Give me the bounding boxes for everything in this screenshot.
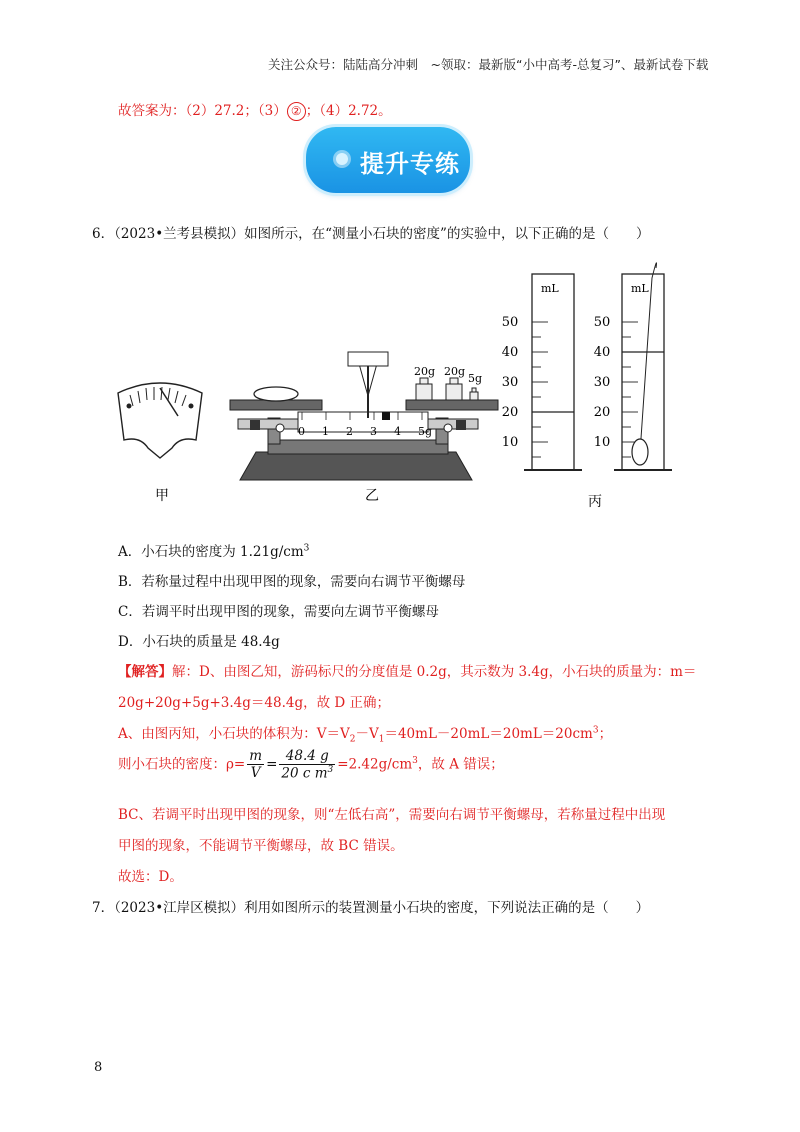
ruler-label-2: 2 — [346, 425, 353, 438]
fraction-values — [279, 748, 335, 782]
l3c: ＝40mL－20mL＝20mL＝20cm — [384, 726, 593, 742]
frac2-den: 20 c m — [281, 765, 328, 782]
caption-yi: 乙 — [365, 488, 379, 504]
frac1-den: V — [250, 765, 261, 782]
l3s2: 2 — [349, 734, 356, 745]
previous-answer-prefix: 故答案为：（2）27.2；（3） — [118, 103, 287, 119]
tick-40-left: 40 — [501, 345, 519, 360]
l4c: ，故 A 错误； — [417, 756, 504, 773]
option-b: B．若称量过程中出现甲图的现象，需要向右调节平衡螺母 — [118, 574, 466, 590]
page-header: 关注公众号：陆陆高分冲刺 ~领取：最新版“小中高考-总复习”、最新试卷下载 — [268, 57, 709, 72]
question-7-stem: 7．（2023•江岸区模拟）利用如图所示的装置测量小石块的密度，下列说法正确的是（ ） — [92, 900, 650, 916]
graduated-cylinder-right — [594, 263, 672, 470]
option-a-text: A．小石块的密度为 1.21g/cm — [118, 544, 304, 560]
solution-line-1 — [118, 660, 696, 680]
frac2-den-wrap — [279, 765, 335, 782]
bullet-icon — [336, 153, 348, 165]
previous-answer-suffix: ；（4）2.72。 — [305, 103, 392, 119]
tick-50-right: 50 — [593, 315, 611, 330]
stone-in-water-icon — [632, 439, 648, 465]
cylinder-unit-left: mL — [541, 282, 559, 295]
stone-icon — [254, 387, 298, 401]
caption-bing: 丙 — [588, 494, 602, 510]
previous-answer — [118, 99, 392, 121]
frac2-sup: 3 — [327, 765, 334, 775]
tick-10-right: 10 — [593, 435, 611, 450]
solution-line-7: 故选：D。 — [118, 869, 183, 885]
balance-pointer-scale-diagram — [118, 383, 202, 458]
weight-label-3: 5g — [468, 372, 483, 385]
cylinder-unit-right: mL — [631, 282, 649, 295]
solution-density-formula — [118, 748, 504, 782]
tick-20-left: 20 — [501, 405, 519, 420]
l3d: ； — [598, 726, 613, 742]
solution-tag: 【解答】 — [118, 664, 172, 680]
weight-label-2: 20g — [444, 365, 466, 378]
balance-diagram — [230, 352, 498, 480]
solution-line-3 — [118, 722, 612, 745]
weight-label-1: 20g — [414, 365, 436, 378]
solution-line-1-text: 解：D、由图乙知，游码标尺的分度值是 0.2g，其示数为 3.4g，小石块的质量为：m＝ — [172, 664, 697, 680]
option-a — [118, 540, 309, 560]
l3a: A、由图丙知，小石块的体积为：V＝V — [118, 726, 350, 742]
option-a-sup: 3 — [303, 543, 310, 554]
practice-section-label: 提升专练 — [360, 150, 460, 178]
solution-line-6: 甲图的现象，不能调节平衡螺母，故 BC 错误。 — [118, 838, 404, 854]
circled-answer: ② — [287, 102, 306, 121]
rider-weight — [382, 412, 390, 420]
ruler-label-3: 3 — [370, 425, 377, 438]
frac2-num: 48.4 g — [279, 748, 335, 765]
ruler-label-4: 4 — [394, 425, 401, 438]
tick-30-right: 30 — [593, 375, 611, 390]
question-6-stem: 6．（2023•兰考县模拟）如图所示，在“测量小石块的密度”的实验中，以下正确的是（ ） — [92, 226, 650, 242]
option-c: C．若调平时出现甲图的现象，需要向左调节平衡螺母 — [118, 604, 439, 620]
graduated-cylinder-left — [502, 274, 582, 470]
tick-10-left: 10 — [501, 435, 519, 450]
ruler-label-5g: 5g — [418, 425, 433, 438]
practice-section-badge — [306, 127, 470, 193]
l4b: =2.42g/cm — [337, 756, 413, 773]
l4sup: 3 — [412, 755, 418, 766]
page-number: 8 — [94, 1060, 103, 1075]
ruler-label-1: 1 — [322, 425, 329, 438]
tick-50-left: 50 — [501, 315, 519, 330]
question-6-figure — [100, 248, 680, 516]
option-d: D．小石块的质量是 48.4g — [118, 634, 280, 650]
l3b: －V — [355, 726, 379, 742]
tick-30-left: 30 — [501, 375, 519, 390]
l4eq: = — [266, 756, 278, 773]
solution-line-2: 20g+20g+5g+3.4g＝48.4g，故 D 正确； — [118, 695, 391, 711]
ruler-label-0: 0 — [298, 425, 305, 438]
frac1-num: m — [249, 748, 263, 765]
fraction-m-over-v — [247, 748, 264, 781]
l3s1: 1 — [378, 734, 385, 745]
tick-20-right: 20 — [593, 405, 611, 420]
l3sup: 3 — [592, 725, 599, 736]
tick-40-right: 40 — [593, 345, 611, 360]
caption-jia: 甲 — [155, 488, 169, 504]
l4a: 则小石块的密度：ρ= — [118, 756, 246, 773]
solution-line-5: BC、若调平时出现甲图的现象，则“左低右高”，需要向右调节平衡螺母，若称量过程中出现 — [118, 807, 666, 823]
